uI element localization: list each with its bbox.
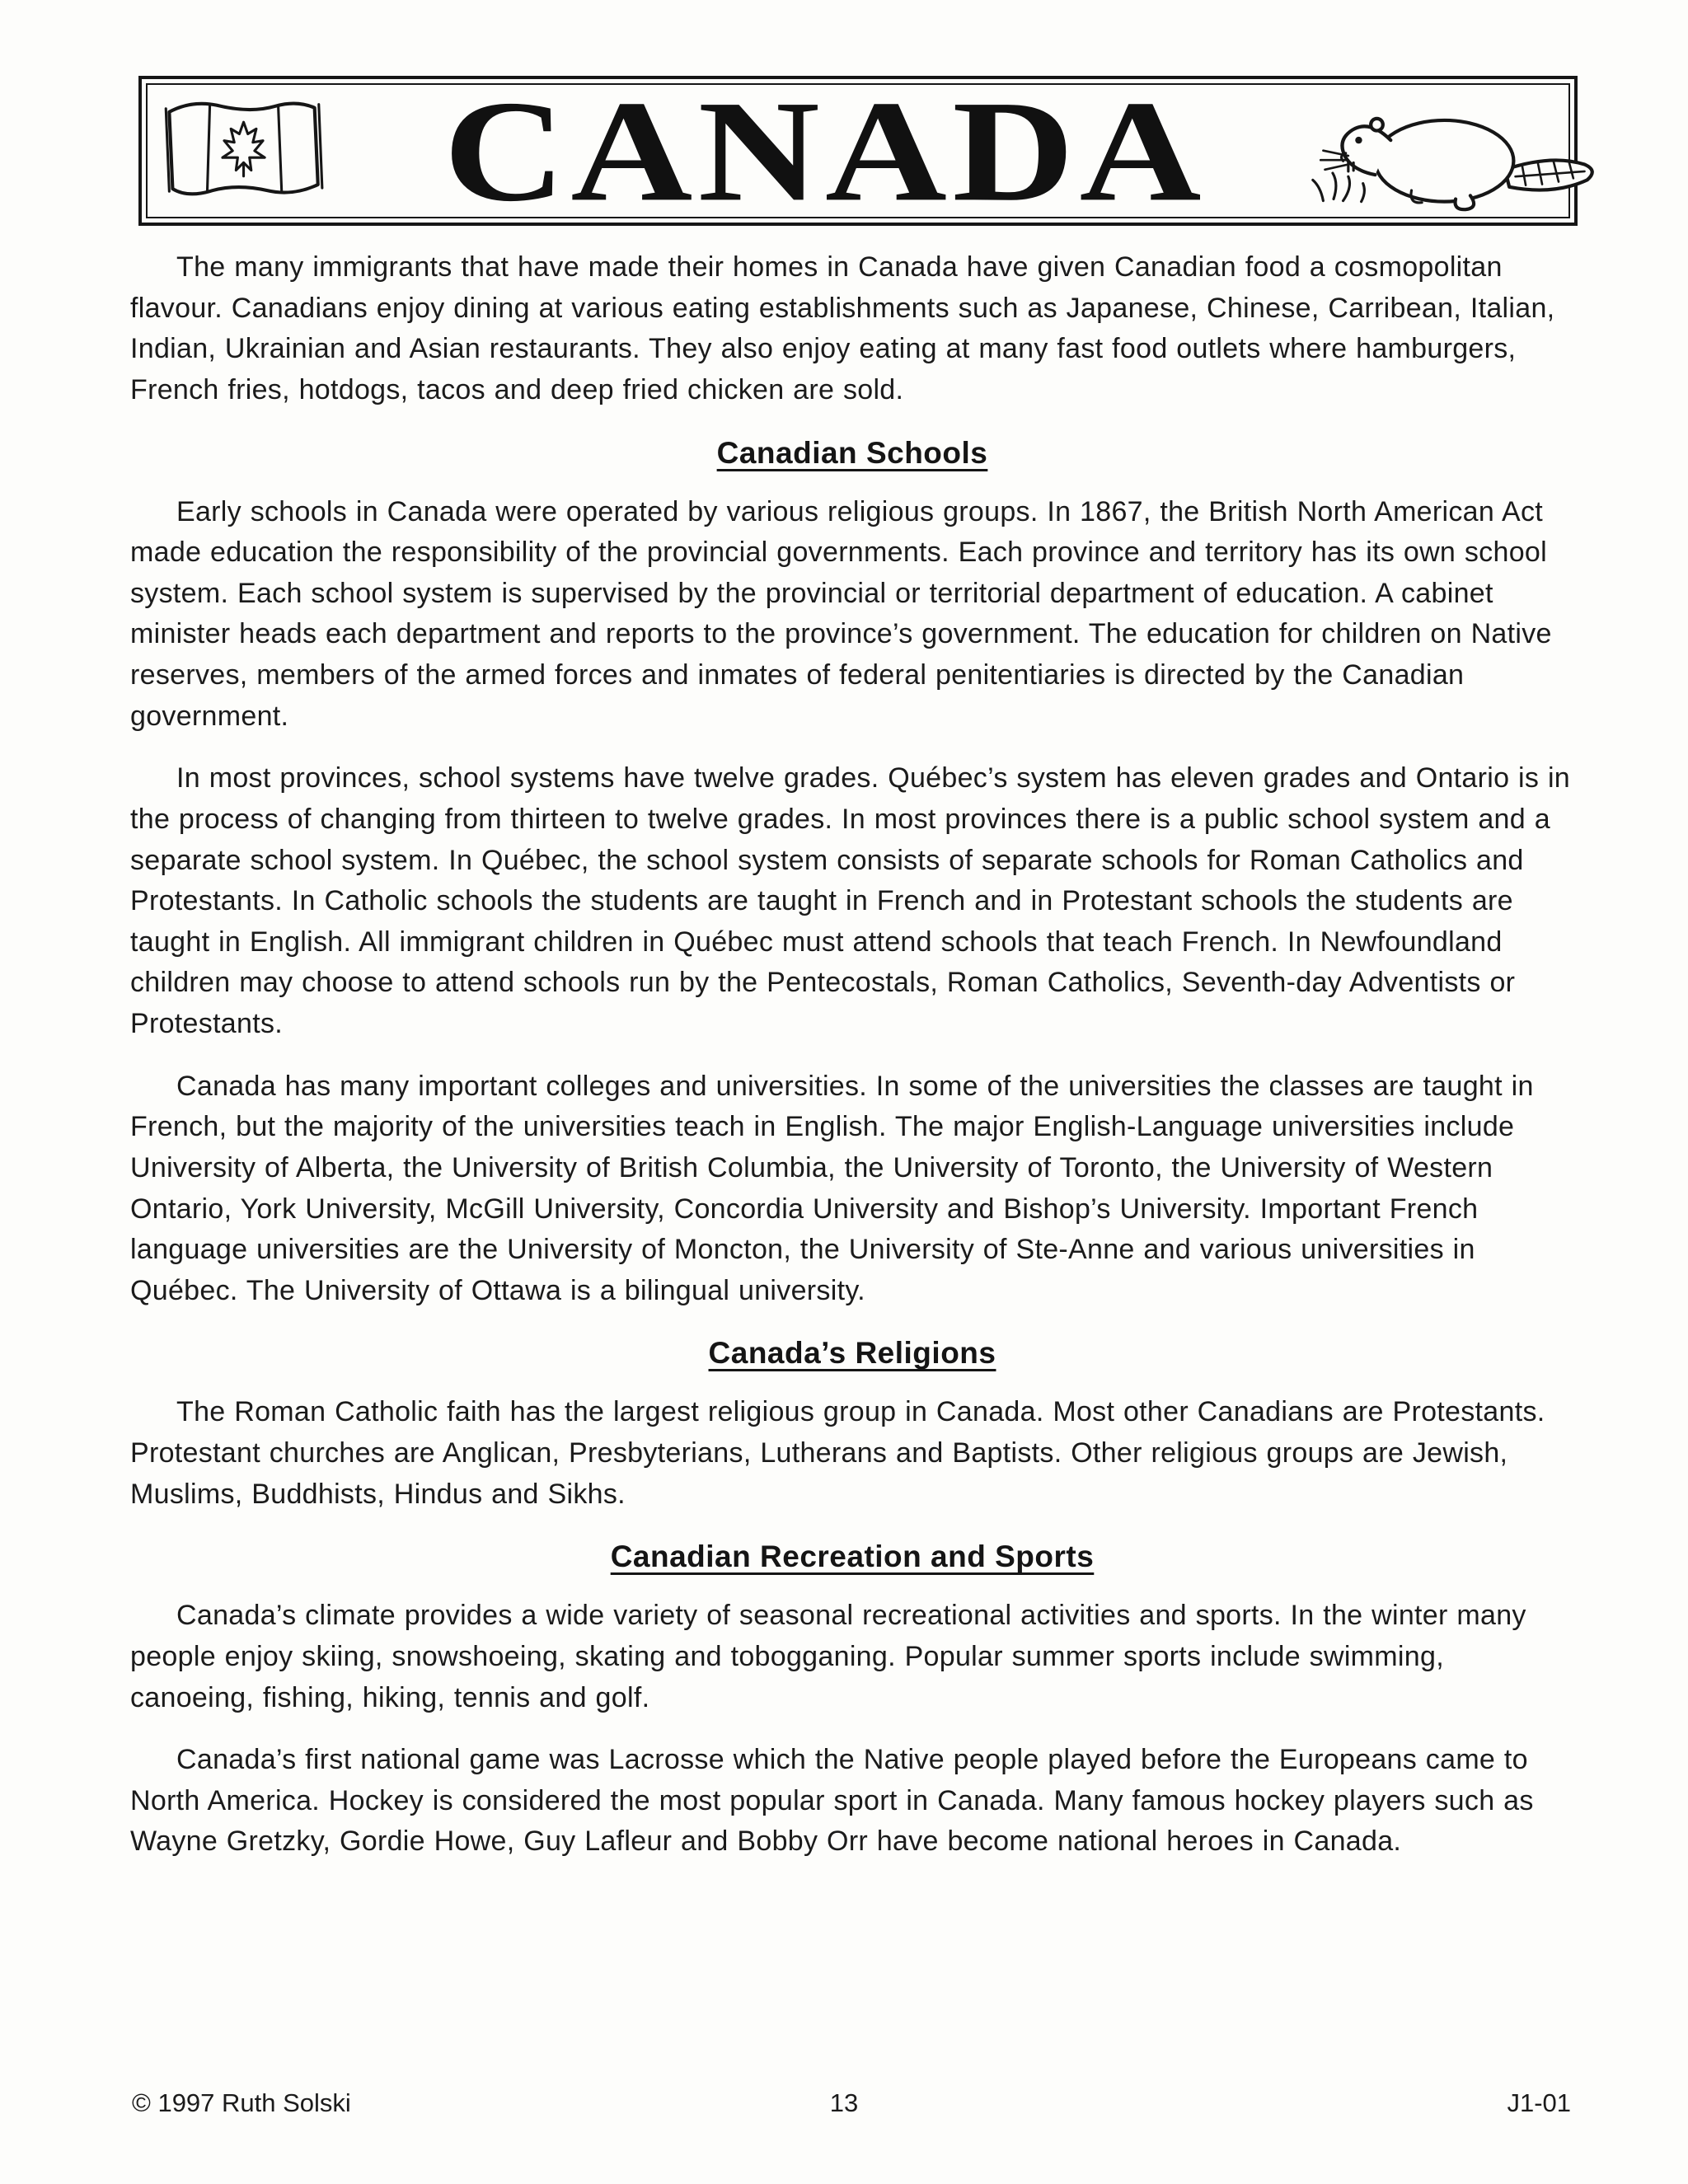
section-heading-canadian-schools: Canadian Schools xyxy=(716,435,988,470)
section-heading-recreation-sports: Canadian Recreation and Sports xyxy=(610,1540,1095,1574)
document-code: J1-01 xyxy=(1507,2088,1571,2117)
page-title: CANADA xyxy=(443,70,1207,232)
paragraph-schools-1: Early schools in Canada were operated by various religious groups. In 1867, the British North American Act made education the responsibility of the provincial governments. Each province and territory has its own school system. Each school system is supervised by the provincial or territorial department of education. A cabinet minister heads each department and reports to the province’s government. The education for children on Native reserves, members of the armed forces and inmates of federal penitentiaries is directed by the Canadian government. xyxy=(130,495,1552,732)
intro-paragraph: The many immigrants that have made their homes in Canada have given Canadian food a cosmopolitan flavour. Canadians enjoy dining at various eating establishments such as Japanese, Chinese, Carribean, Italian, Indian, Ukrainian and Asian restaurants. They also enjoy eating at many fast food outlets where hamburgers, French fries, hotdogs, tacos and deep fried chicken are sold. xyxy=(130,251,1555,405)
paragraph-schools-2: In most provinces, school systems have twelve grades. Québec’s system has eleven grades and Ontario is in the process of changing from thirteen to twelve grades. In most provinces there is a public school system and a separate school system. In Québec, the school system consists of separate schools for Roman Catholics and Protestants. In Catholic schools the students are taught in French and in Protestant schools the students are taught in English. All immigrant children in Québec must attend schools that teach French. In Newfoundland children may choose to attend schools run by the Pentecostals, Roman Catholics, Seventh-day Adventists or Protestants. xyxy=(130,762,1571,1039)
paragraph-sports-1: Canada’s climate provides a wide variety of seasonal recreational activities and sports. In the winter many people enjoy skiing, snowshoeing, skating and tobogganing. Popular summer sports include swimming, canoeing, fishing, hiking, tennis and golf. xyxy=(130,1600,1526,1713)
page-footer xyxy=(0,2088,1688,2121)
paragraph-sports-2: Canada’s first national game was Lacrosse which the Native people played before the Europeans came to North America. Hockey is considered the most popular sport in Canada. Many famous hockey players such as Wayne Gretzky, Gordie Howe, Guy Lafleur and Bobby Orr have become national heroes in Canada. xyxy=(130,1744,1534,1858)
header-banner xyxy=(138,70,1578,232)
beaver-icon xyxy=(1313,85,1568,217)
document-body xyxy=(130,247,1574,1863)
banner-frame xyxy=(146,70,1570,232)
paragraph-schools-3: Canada has many important colleges and universities. In some of the universities the classes are taught in French, but the majority of the universities teach in English. The major English-Language universities include University of Alberta, the University of British Columbia, the University of Toronto, the University of Western Ontario, York University, McGill University, Concordia University and Bishop’s University. Important French language universities are the University of Moncton, the University of Ste-Anne and various universities in Québec. The University of Ottawa is a bilingual university. xyxy=(130,1070,1534,1306)
page-number: 13 xyxy=(829,2088,859,2117)
copyright-text: © 1997 Ruth Solski xyxy=(132,2088,351,2117)
section-heading-religions: Canada’s Religions xyxy=(708,1336,996,1371)
paragraph-religions-1: The Roman Catholic faith has the largest religious group in Canada. Most other Canadians are Protestants. Protestant churches are Anglican, Presbyterians, Lutherans and Baptists. Other religious groups are Jewish, Muslims, Buddhists, Hindus and Sikhs. xyxy=(130,1396,1545,1510)
